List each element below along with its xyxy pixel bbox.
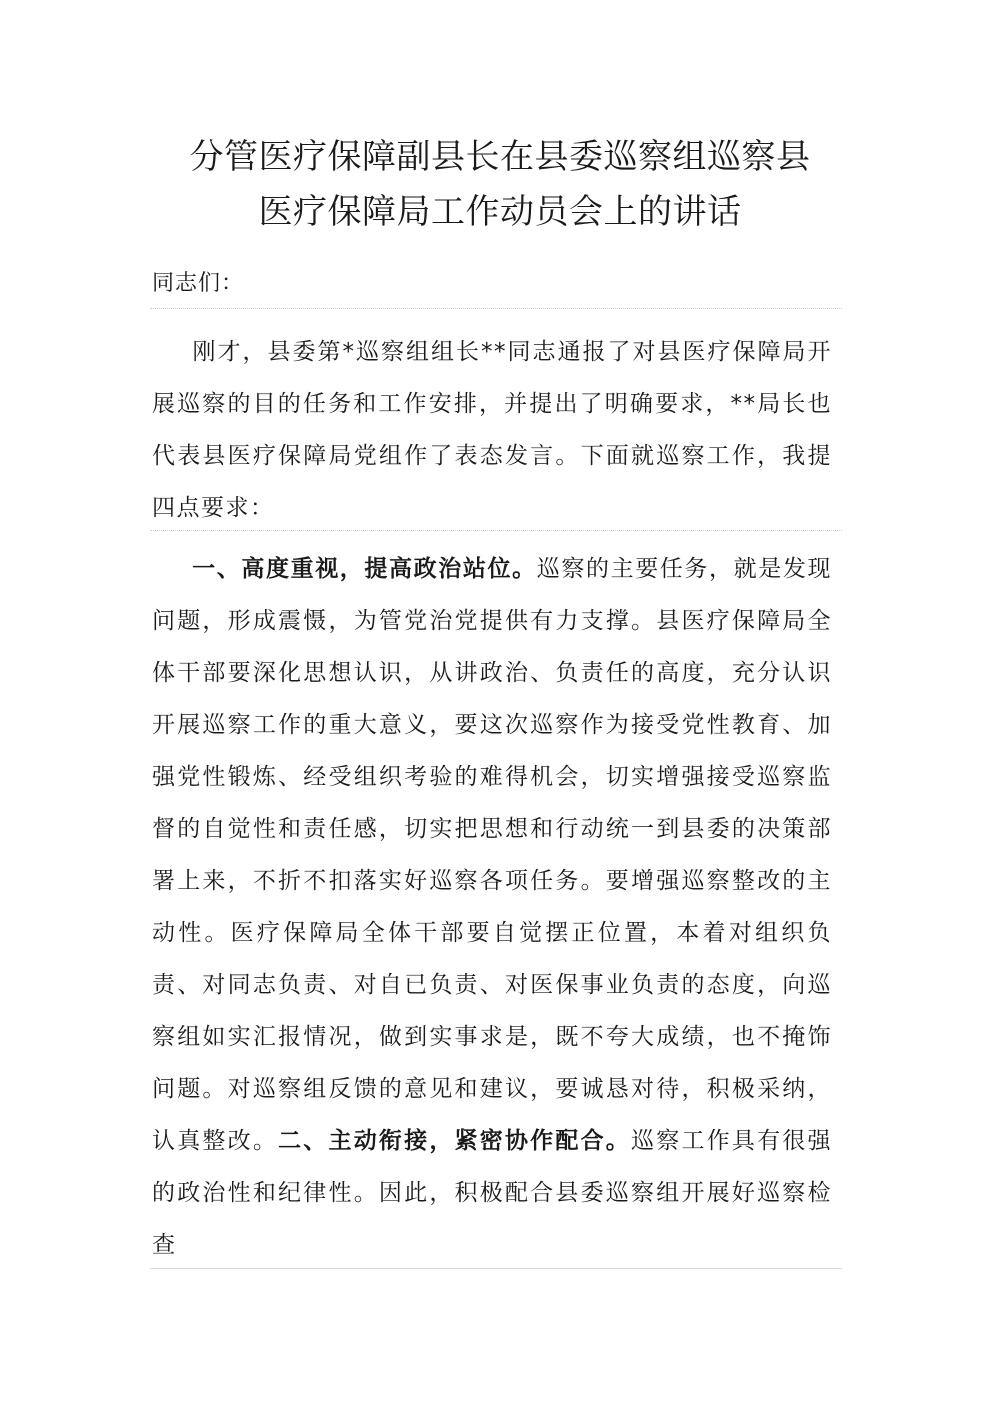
body-paragraph: [152, 543, 832, 1271]
section-2-heading: 二、主动衔接，紧密协作配合。: [278, 1128, 632, 1154]
salutation: 同志们：: [152, 271, 245, 296]
opening-paragraph-text: 刚才，县委第*巡察组组长**同志通报了对县医疗保障局开展巡察的目的任务和工作安排，并提出了明确要求，**局长也代表县医疗保障局党组作了表态发言。下面就巡察工作，我提四点要求：: [152, 339, 832, 521]
opening-paragraph: [152, 326, 832, 534]
divider: [150, 308, 842, 309]
page-bottom-rule: [150, 1268, 842, 1269]
divider: [150, 530, 842, 531]
document-title-line-2: 医疗保障局工作动员会上的讲话: [258, 192, 742, 232]
section-2-body: 巡察工作具有很强的政治性和纪律性。因此，积极配合县委巡察组开展好巡察检查: [152, 1128, 833, 1258]
document-title-line-1: 分管医疗保障副县长在县委巡察组巡察县: [189, 137, 811, 177]
section-1-body: 巡察的主要任务，就是发现问题，形成震慑，为管党治党提供有力支撑。县医疗保障局全体干部要深化思想认识，从讲政治、负责任的高度，充分认识开展巡察工作的重大意义，要这次巡察作为接受党性教育、加强党性锻炼、经受组织考验的难得机会，切实增强接受巡察监督的自觉性和责任感，切实把思想和行动统一到县委的决策部署上来，不折不扣落实好巡察各项任务。要增强巡察整改的主动性。医疗保障局全体干部要自觉摆正位置，本着对组织负责、对同志负责、对自已负责、对医保事业负责的态度，向巡察组如实汇报情况，做到实事求是，既不夸大成绩，也不掩饰问题。对巡察组反馈的意见和建议，要诚恳对待，积极采纳，认真整改。: [152, 556, 833, 1154]
section-1-heading: 一、高度重视，提高政治站位。: [192, 556, 537, 582]
